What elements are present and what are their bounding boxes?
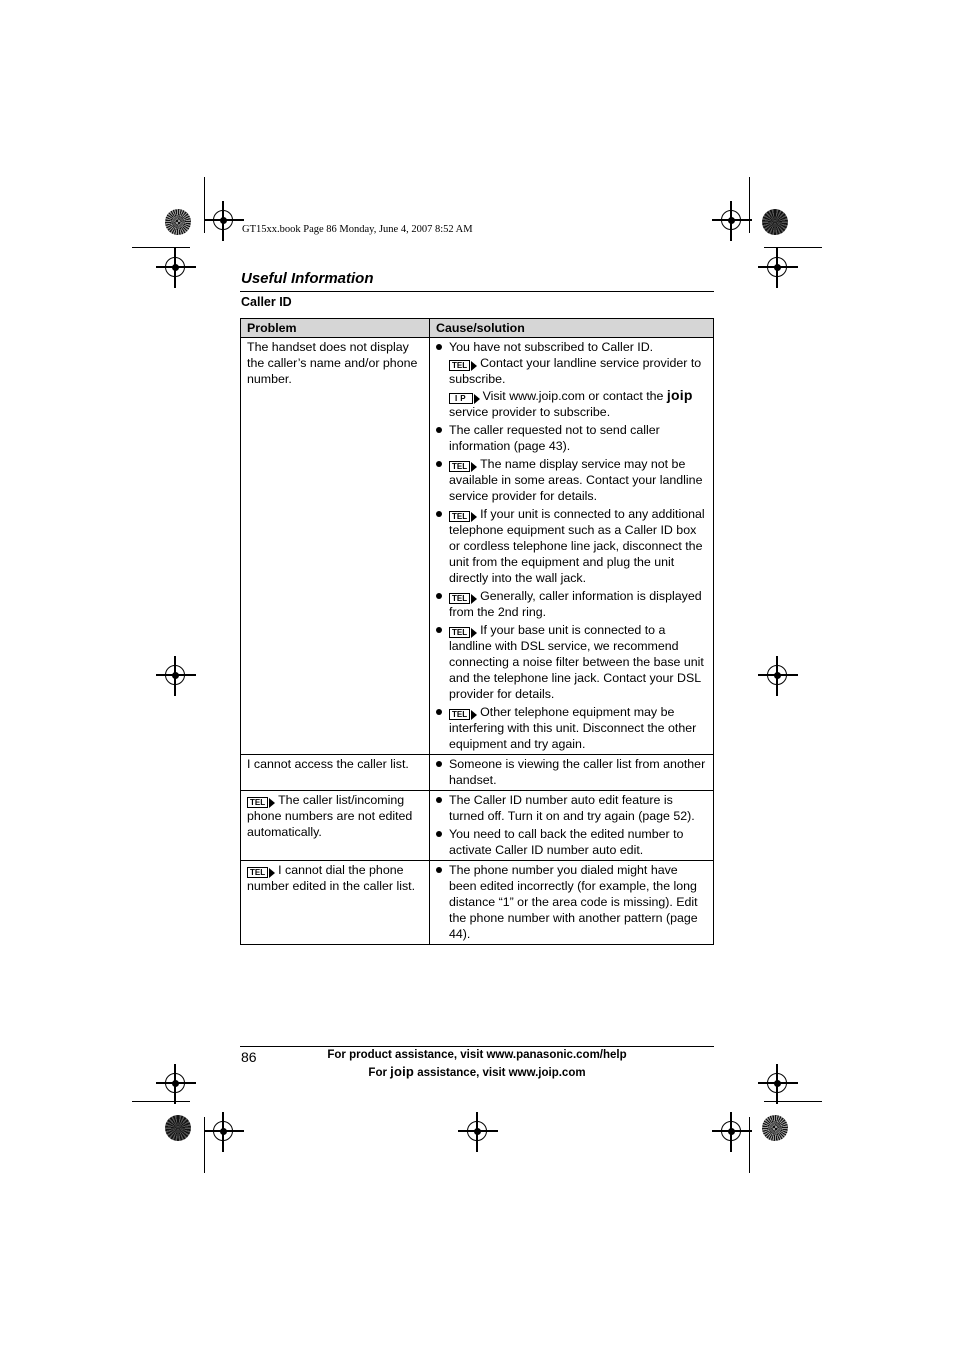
registration-dot bbox=[728, 1128, 735, 1135]
registration-dot bbox=[474, 1128, 481, 1135]
solution-item bbox=[436, 588, 707, 620]
tel-badge-icon: TEL bbox=[449, 511, 470, 522]
bullet-icon bbox=[436, 761, 442, 767]
problem-text: The caller list/incoming phone numbers are not edited automatically. bbox=[247, 793, 413, 839]
problem-text: I cannot dial the phone number edited in the caller list. bbox=[247, 863, 416, 893]
footer-text: For bbox=[368, 1067, 387, 1079]
solution-text: If your unit is connected to any additional telephone equipment such as a Caller ID box or cordless telephone line jack, disconnect the unit from the equipment and plug the unit directly into the wall jack. bbox=[449, 507, 705, 585]
tel-badge-icon: TEL bbox=[449, 709, 470, 720]
solution-text: The Caller ID number auto edit feature is turned off. Turn it on and try again (page 52). bbox=[449, 793, 695, 823]
solution-text: You need to call back the edited number to activate Caller ID number auto edit. bbox=[449, 827, 684, 857]
solution-item bbox=[436, 339, 707, 420]
crop-mark bbox=[132, 247, 190, 248]
bullet-icon bbox=[436, 797, 442, 803]
registration-dot bbox=[172, 1080, 179, 1087]
solution-text: If your base unit is connected to a landline with DSL service, we recommend connecting a noise filter between the base unit and the telephone line jack. Contact your DSL provider for details. bbox=[449, 623, 704, 701]
solution-item bbox=[436, 862, 707, 942]
bullet-icon bbox=[436, 867, 442, 873]
column-header-problem: Problem bbox=[241, 319, 430, 338]
page-number: 86 bbox=[241, 1049, 257, 1065]
print-header: GT15xx.book Page 86 Monday, June 4, 2007 8:52 AM bbox=[242, 224, 473, 235]
ip-badge-icon: IP bbox=[449, 393, 473, 404]
bullet-icon bbox=[436, 593, 442, 599]
solution-text: The caller requested not to send caller information (page 43). bbox=[449, 423, 660, 453]
solution-item bbox=[436, 704, 707, 752]
solution-cell bbox=[430, 791, 714, 861]
tel-badge-icon: TEL bbox=[247, 797, 268, 808]
solution-item bbox=[436, 422, 707, 454]
crop-mark bbox=[204, 1117, 205, 1173]
joip-logo: joip bbox=[390, 1064, 415, 1079]
tel-badge-icon: TEL bbox=[449, 627, 470, 638]
solution-text: You have not subscribed to Caller ID. bbox=[449, 340, 654, 354]
crop-mark bbox=[204, 177, 205, 233]
color-target-icon bbox=[762, 1115, 788, 1141]
bullet-icon bbox=[436, 427, 442, 433]
registration-dot bbox=[774, 1080, 781, 1087]
problem-cell: The handset does not display the caller’s name and/or phone number. bbox=[241, 338, 430, 755]
table-header-row bbox=[241, 319, 714, 338]
troubleshooting-table bbox=[240, 318, 714, 945]
table-row bbox=[241, 791, 714, 861]
color-target-icon bbox=[762, 209, 788, 235]
solution-text: The phone number you dialed might have been edited incorrectly (for example, the long distance “1” or the area code is missing). Edit the phone number with another pattern (page 44). bbox=[449, 863, 698, 941]
bullet-icon bbox=[436, 461, 442, 467]
solution-item bbox=[436, 792, 707, 824]
table-row bbox=[241, 755, 714, 791]
bullet-icon bbox=[436, 344, 442, 350]
footer-line-2 bbox=[240, 1064, 714, 1079]
bullet-icon bbox=[436, 511, 442, 517]
table-row bbox=[241, 338, 714, 755]
solution-item bbox=[436, 622, 707, 702]
registration-dot bbox=[774, 264, 781, 271]
bullet-icon bbox=[436, 627, 442, 633]
problem-cell bbox=[241, 791, 430, 861]
color-target-icon bbox=[165, 1115, 191, 1141]
tel-badge-icon: TEL bbox=[247, 867, 268, 878]
solution-text: Visit www.joip.com or contact the bbox=[482, 389, 664, 403]
registration-dot bbox=[220, 217, 227, 224]
solution-item bbox=[436, 456, 707, 504]
solution-text: service provider to subscribe. bbox=[449, 405, 611, 419]
table-row bbox=[241, 861, 714, 945]
crop-mark bbox=[749, 1117, 750, 1173]
solution-text: The name display service may not be available in some areas. Contact your landline service provider for details. bbox=[449, 457, 703, 503]
section-title: Useful Information bbox=[241, 270, 374, 287]
footer-line-1: For product assistance, visit www.panasonic.com/help bbox=[327, 1049, 627, 1061]
tel-badge-icon: TEL bbox=[449, 360, 470, 371]
solution-cell bbox=[430, 338, 714, 755]
crop-mark bbox=[764, 247, 822, 248]
crop-mark bbox=[764, 1101, 822, 1102]
joip-logo: joip bbox=[666, 387, 693, 403]
solution-text: Generally, caller information is displayed from the 2nd ring. bbox=[449, 589, 702, 619]
header-rule bbox=[240, 291, 714, 292]
solution-item bbox=[436, 826, 707, 858]
solution-text: Other telephone equipment may be interfering with this unit. Disconnect the other equipment and try again. bbox=[449, 705, 697, 751]
solution-text: Contact your landline service provider to subscribe. bbox=[449, 356, 702, 386]
subheading: Caller ID bbox=[241, 295, 292, 309]
solution-text: Someone is viewing the caller list from another handset. bbox=[449, 757, 706, 787]
crop-mark bbox=[132, 1101, 190, 1102]
registration-dot bbox=[774, 672, 781, 679]
registration-dot bbox=[728, 217, 735, 224]
solution-item bbox=[436, 756, 707, 788]
registration-dot bbox=[172, 264, 179, 271]
problem-cell bbox=[241, 861, 430, 945]
bullet-icon bbox=[436, 831, 442, 837]
registration-dot bbox=[220, 1128, 227, 1135]
crop-mark bbox=[749, 177, 750, 233]
bullet-icon bbox=[436, 709, 442, 715]
solution-item bbox=[436, 506, 707, 586]
solution-cell bbox=[430, 755, 714, 791]
column-header-solution: Cause/solution bbox=[430, 319, 714, 338]
tel-badge-icon: TEL bbox=[449, 593, 470, 604]
footer-rule bbox=[240, 1046, 714, 1047]
tel-badge-icon: TEL bbox=[449, 461, 470, 472]
solution-cell bbox=[430, 861, 714, 945]
problem-cell: I cannot access the caller list. bbox=[241, 755, 430, 791]
registration-dot bbox=[172, 672, 179, 679]
color-target-icon bbox=[165, 209, 191, 235]
footer-text: assistance, visit www.joip.com bbox=[417, 1067, 586, 1079]
